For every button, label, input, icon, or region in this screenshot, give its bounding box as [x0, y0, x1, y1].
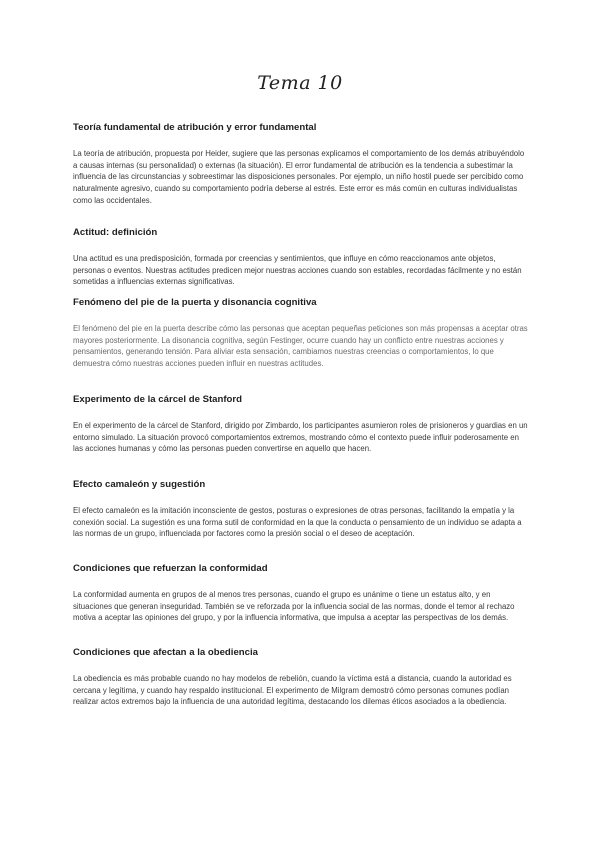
section-heading: Actitud: definición: [73, 227, 158, 238]
section-chameleon: [73, 479, 529, 540]
section-paragraph: El efecto camaleón es la imitación inconsciente de gestos, posturas o expresiones de otras personas, facilitando la empatía y la conexión social. La sugestión es una forma sutil de conformidad en la que la conducta o pensamiento de un individuo se adapta a las normas de un grupo, influenciada por factores como la presión social o el deseo de aceptación.: [73, 506, 522, 539]
section-stanford: [73, 394, 529, 455]
section-attitude: [73, 227, 529, 288]
section-paragraph: En el experimento de la cárcel de Stanford, dirigido por Zimbardo, los participantes asumieron roles de prisioneros y guardias en un entorno simulado. La situación provocó comportamientos extremos, mostrando cómo el contexto puede influir poderosamente en las acciones humanas y cómo las personas pueden convertirse en aquello que hacen.: [73, 421, 528, 454]
section-obedience: [73, 647, 529, 708]
section-heading: Fenómeno del pie de la puerta y disonancia cognitiva: [73, 297, 317, 308]
section-paragraph: Una actitud es una predisposición, formada por creencias y sentimientos, que influye en cómo reaccionamos ante objetos, personas o eventos. Nuestras actitudes predicen mejor nuestras acciones cuando son estables, recordadas fácilmente y no están sometidas a influencias externas significativas.: [73, 254, 522, 287]
section-foot-in-door: [73, 297, 529, 370]
section-conformity: [73, 563, 529, 624]
section-paragraph: La teoría de atribución, propuesta por Heider, sugiere que las personas explicamos el comportamiento de los demás atribuyéndolo a causas internas (su personalidad) o externas (la situación). El error fundamental de atribución es la tendencia a subestimar la influencia de las circunstancias y sobreestimar las disposiciones personales. Por ejemplo, un niño hostil puede ser percibido como naturalmente agresivo, cuando su comportamiento podría deberse al estrés. Este error es más común en culturas individualistas como las occidentales.: [73, 149, 525, 205]
section-heading: Condiciones que refuerzan la conformidad: [73, 563, 268, 574]
section-paragraph: El fenómeno del pie en la puerta describe cómo las personas que aceptan pequeñas peticiones son más propensas a aceptar otras mayores posteriormente. La disonancia cognitiva, según Festinger, ocurre cuando hay un conflicto entre nuestras acciones y pensamientos, generando tensión. Para aliviar esta sensación, cambiamos nuestras creencias o comportamientos, lo que demuestra cómo nuestras acciones pueden influir en nuestras actitudes.: [73, 324, 528, 369]
section-heading: Experimento de la cárcel de Stanford: [73, 394, 243, 405]
section-paragraph: La conformidad aumenta en grupos de al menos tres personas, cuando el grupo es unánime o tiene un estatus alto, y en situaciones que generan inseguridad. También se ve reforzada por la influencia social de las normas, donde el temor al rechazo motiva a aceptar las opiniones del grupo, y por la influencia informativa, que impulsa a aceptar las perspectivas de los demás.: [73, 590, 515, 623]
section-attribution: [73, 122, 529, 207]
section-heading: Teoría fundamental de atribución y error fundamental: [73, 122, 317, 133]
section-paragraph: La obediencia es más probable cuando no hay modelos de rebelión, cuando la víctima está a distancia, cuando la autoridad es cercana y legítima, y cuando hay respaldo institucional. El experimento de Milgram demostró cómo personas comunes podían realizar actos extremos bajo la influencia de una autoridad legítima, destacando los dilemas éticos asociados a la obediencia.: [73, 674, 512, 707]
page-title: Tema 10: [257, 72, 343, 94]
section-heading: Efecto camaleón y sugestión: [73, 479, 206, 490]
section-heading: Condiciones que afectan a la obediencia: [73, 647, 258, 658]
